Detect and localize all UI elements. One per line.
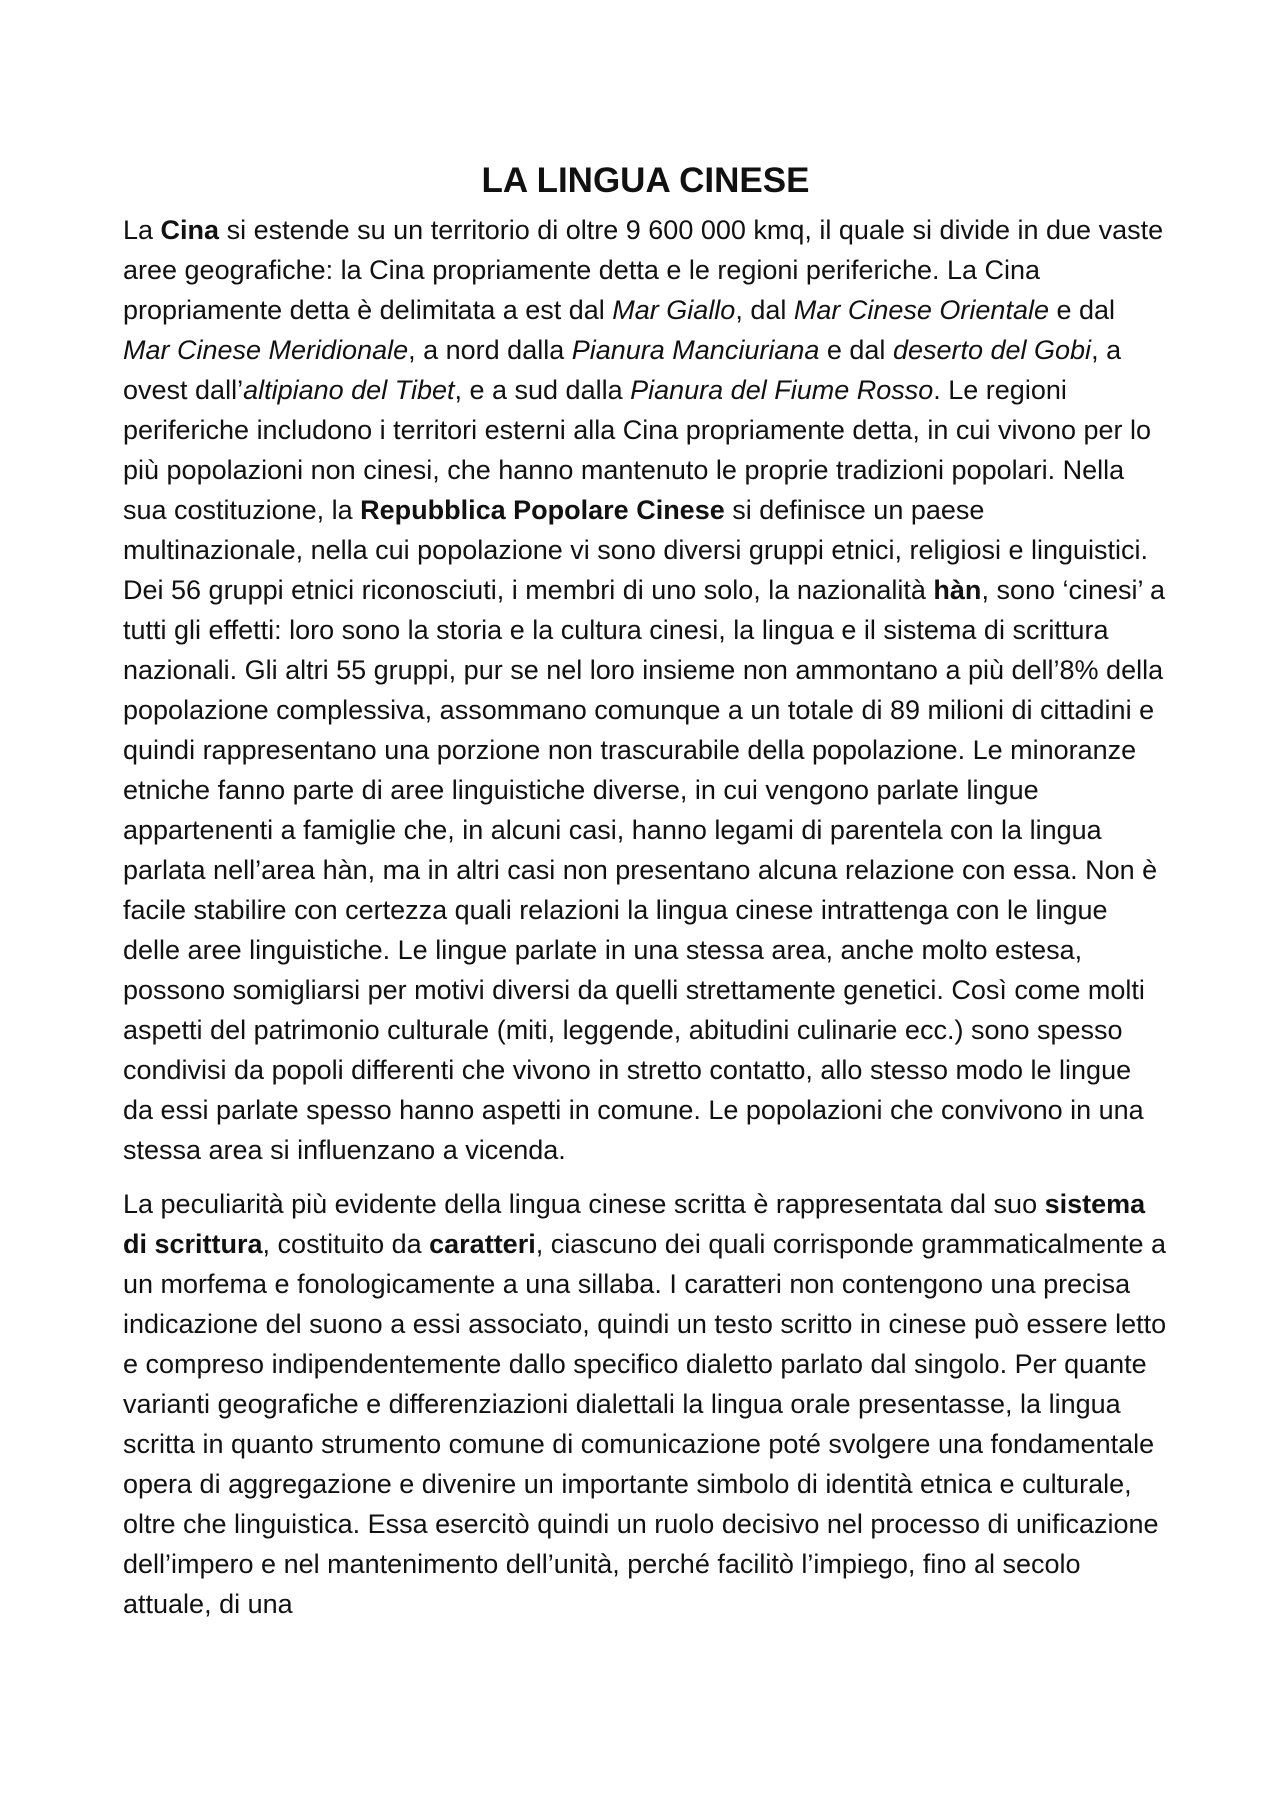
paragraph-2 (123, 1184, 1168, 1624)
document-title: LA LINGUA CINESE (481, 161, 810, 200)
text-run: si definisce un paese multinazionale, nella cui popolazione vi sono diversi gruppi etnici, religiosi e linguistici. Dei 56 gruppi etnici riconosciuti, i membri di uno solo, la nazionalità (123, 495, 1149, 605)
text-run: e dal (819, 335, 893, 365)
italic-place-pianura-fiume-rosso: Pianura del Fiume Rosso (630, 375, 934, 405)
bold-term-sistema-di-scrittura: sistema di scrittura (123, 1189, 1146, 1259)
text-run: , a nord dalla (408, 335, 572, 365)
italic-place-deserto-del-gobi: deserto del Gobi (892, 335, 1092, 365)
text-run: , costituito da (262, 1229, 430, 1259)
bold-term-repubblica-popolare: Repubblica Popolare Cinese (360, 495, 725, 525)
bold-term-caratteri: caratteri (429, 1229, 536, 1259)
text-run: , dal (735, 295, 794, 325)
text-run: si estende su un territorio di oltre 9 600 000 kmq, il quale si divide in due vaste aree geografiche: la Cina propriamente detta e le regioni periferiche. La Cina propriamente detta è delimitata a est dal (123, 215, 1164, 325)
italic-place-mar-cinese-orientale: Mar Cinese Orientale (793, 295, 1049, 325)
paragraph-1 (123, 210, 1168, 1170)
italic-place-mar-giallo: Mar Giallo (612, 295, 736, 325)
text-run: , ciascuno dei quali corrisponde grammaticalmente a un morfema e fonologicamente a una sillaba. I caratteri non contengono una precisa indicazione del suono a essi associato, quindi un testo scritto in cinese può essere letto e compreso indipendentemente dallo specifico dialetto parlato dal singolo. Per quante varianti geografiche e differenziazioni dialettali la lingua orale presentasse, la lingua scritta in quanto strumento comune di comunicazione poté svolgere una fondamentale opera di aggregazione e divenire un importante simbolo di identità etnica e culturale, oltre che linguistica. Essa esercitò quindi un ruolo decisivo nel processo di unificazione dell’impero e nel mantenimento dell’unità, perché facilitò l’impiego, fino al secolo attuale, di una (123, 1229, 1167, 1619)
text-run: , e a sud dalla (454, 375, 631, 405)
text-run: La peculiarità più evidente della lingua cinese scritta è rappresentata dal suo (123, 1189, 1045, 1219)
text-run: , sono ‘cinesi’ a tutti gli effetti: loro sono la storia e la cultura cinesi, la lingua e il sistema di scrittura nazionali. Gli altri 55 gruppi, pur se nel loro insieme non ammontano a più dell’8% della popolazione complessiva, assommano comunque a un totale di 89 milioni di cittadini e quindi rappresentano una porzione non trascurabile della popolazione. Le minoranze etniche fanno parte di aree linguistiche diverse, in cui vengono parlate lingue appartenenti a famiglie che, in alcuni casi, hanno legami di parentela con la lingua parlata nell’area hàn, ma in altri casi non presentano alcuna relazione con essa. Non è facile stabilire con certezza quali relazioni la lingua cinese intrattenga con le lingue delle aree linguistiche. Le lingue parlate in una stessa area, anche molto estesa, possono somigliarsi per motivi diversi da quelli strettamente genetici. Così come molti aspetti del patrimonio culturale (miti, leggende, abitudini culinarie ecc.) sono spesso condivisi da popoli differenti che vivono in stretto contatto, allo stesso modo le lingue da essi parlate spesso hanno aspetti in comune. Le popolazioni che convivono in una stessa area si influenzano a vicenda. (123, 575, 1166, 1165)
document-body (123, 158, 1168, 1638)
text-run: La (123, 215, 161, 245)
italic-place-altipiano-del-tibet: altipiano del Tibet (243, 375, 455, 405)
italic-place-pianura-manciuriana: Pianura Manciuriana (571, 335, 820, 365)
text-run: . Le regioni periferiche includono i territori esterni alla Cina propriamente detta, in cui vivono per lo più popolazioni non cinesi, che hanno mantenuto le proprie tradizioni popolari. Nella sua costituzione, la (123, 375, 1152, 525)
bold-term-han: hàn (933, 575, 982, 605)
text-run: e dal (1048, 295, 1116, 325)
italic-place-mar-cinese-meridionale: Mar Cinese Meridionale (123, 335, 409, 365)
text-run: , a ovest dall’ (123, 335, 1122, 405)
bold-term-cina: Cina (160, 215, 220, 245)
